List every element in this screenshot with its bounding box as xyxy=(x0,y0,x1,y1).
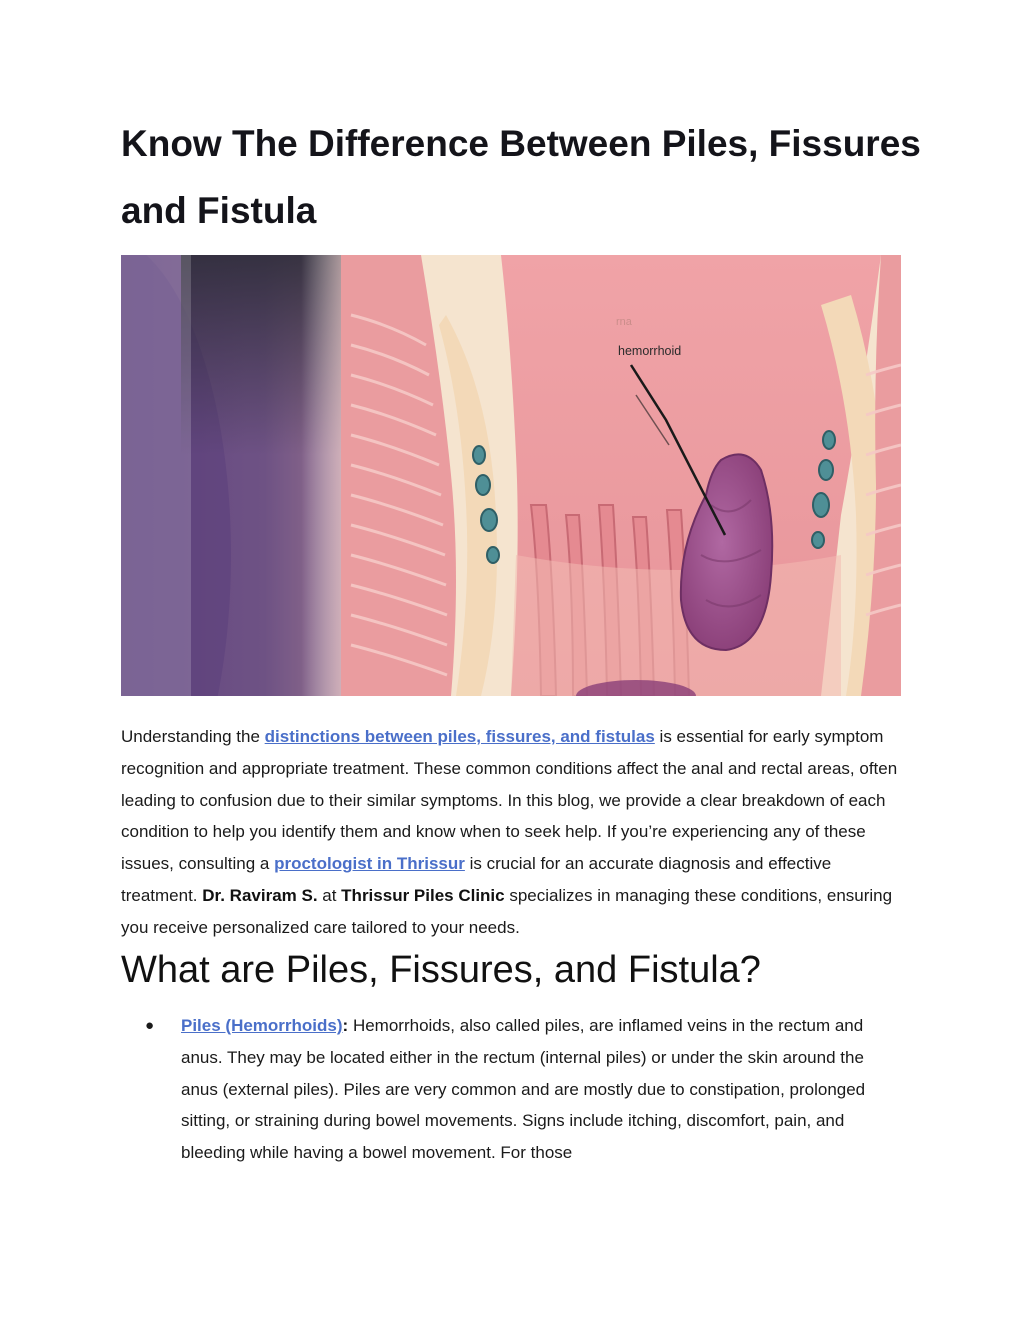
doctor-name: Dr. Raviram S. xyxy=(202,885,318,905)
intro-text-1: Understanding the xyxy=(121,727,265,746)
bullet-icon: ● xyxy=(145,1017,155,1034)
hemorrhoid-illustration xyxy=(121,255,901,696)
intro-text-2: is essential for early symptom recognition and appropriate treatment. These common conditions affect the anal and rectal areas, often leading to confusion due to their similar symptoms. In this blog, we provide a clear breakdown of each condition to help you identify them and know when to seek help. If you’re experiencing any of these issues, consulting a xyxy=(121,727,898,874)
list-item xyxy=(145,1010,901,1169)
piles-description: Hemorrhoids, also called piles, are inflamed veins in the rectum and anus. They may be located either in the rectum (internal piles) or under the skin around the anus (external piles). Piles are very common and are mostly due to constipation, prolonged sitting, or straining during bowel movements. Signs include itching, discomfort, pain, and bleeding while having a bowel movement. For those xyxy=(181,1016,866,1163)
intro-paragraph xyxy=(121,721,911,944)
intro-text-4: at xyxy=(317,885,342,905)
distinctions-link[interactable]: distinctions between piles, fissures, and fistulas xyxy=(264,727,655,746)
conditions-list xyxy=(145,1010,901,1169)
page-title: Know The Difference Between Piles, Fissures and Fistula xyxy=(121,123,921,231)
intro-text-3: is crucial for an accurate diagnosis and effective treatment. xyxy=(121,854,832,905)
intro-text-5: specializes in managing these conditions, ensuring you receive personalized care tailored to your needs. xyxy=(121,885,893,937)
figure-label: hemorrhoid xyxy=(618,344,682,358)
faint-figure-label: rna xyxy=(616,316,632,328)
section-heading: What are Piles, Fissures, and Fistula? xyxy=(121,949,761,991)
list-colon: : xyxy=(342,1016,349,1035)
clinic-name: Thrissur Piles Clinic xyxy=(341,885,505,905)
proctologist-link[interactable]: proctologist in Thrissur xyxy=(274,854,465,874)
piles-link[interactable]: Piles (Hemorrhoids) xyxy=(181,1016,343,1035)
